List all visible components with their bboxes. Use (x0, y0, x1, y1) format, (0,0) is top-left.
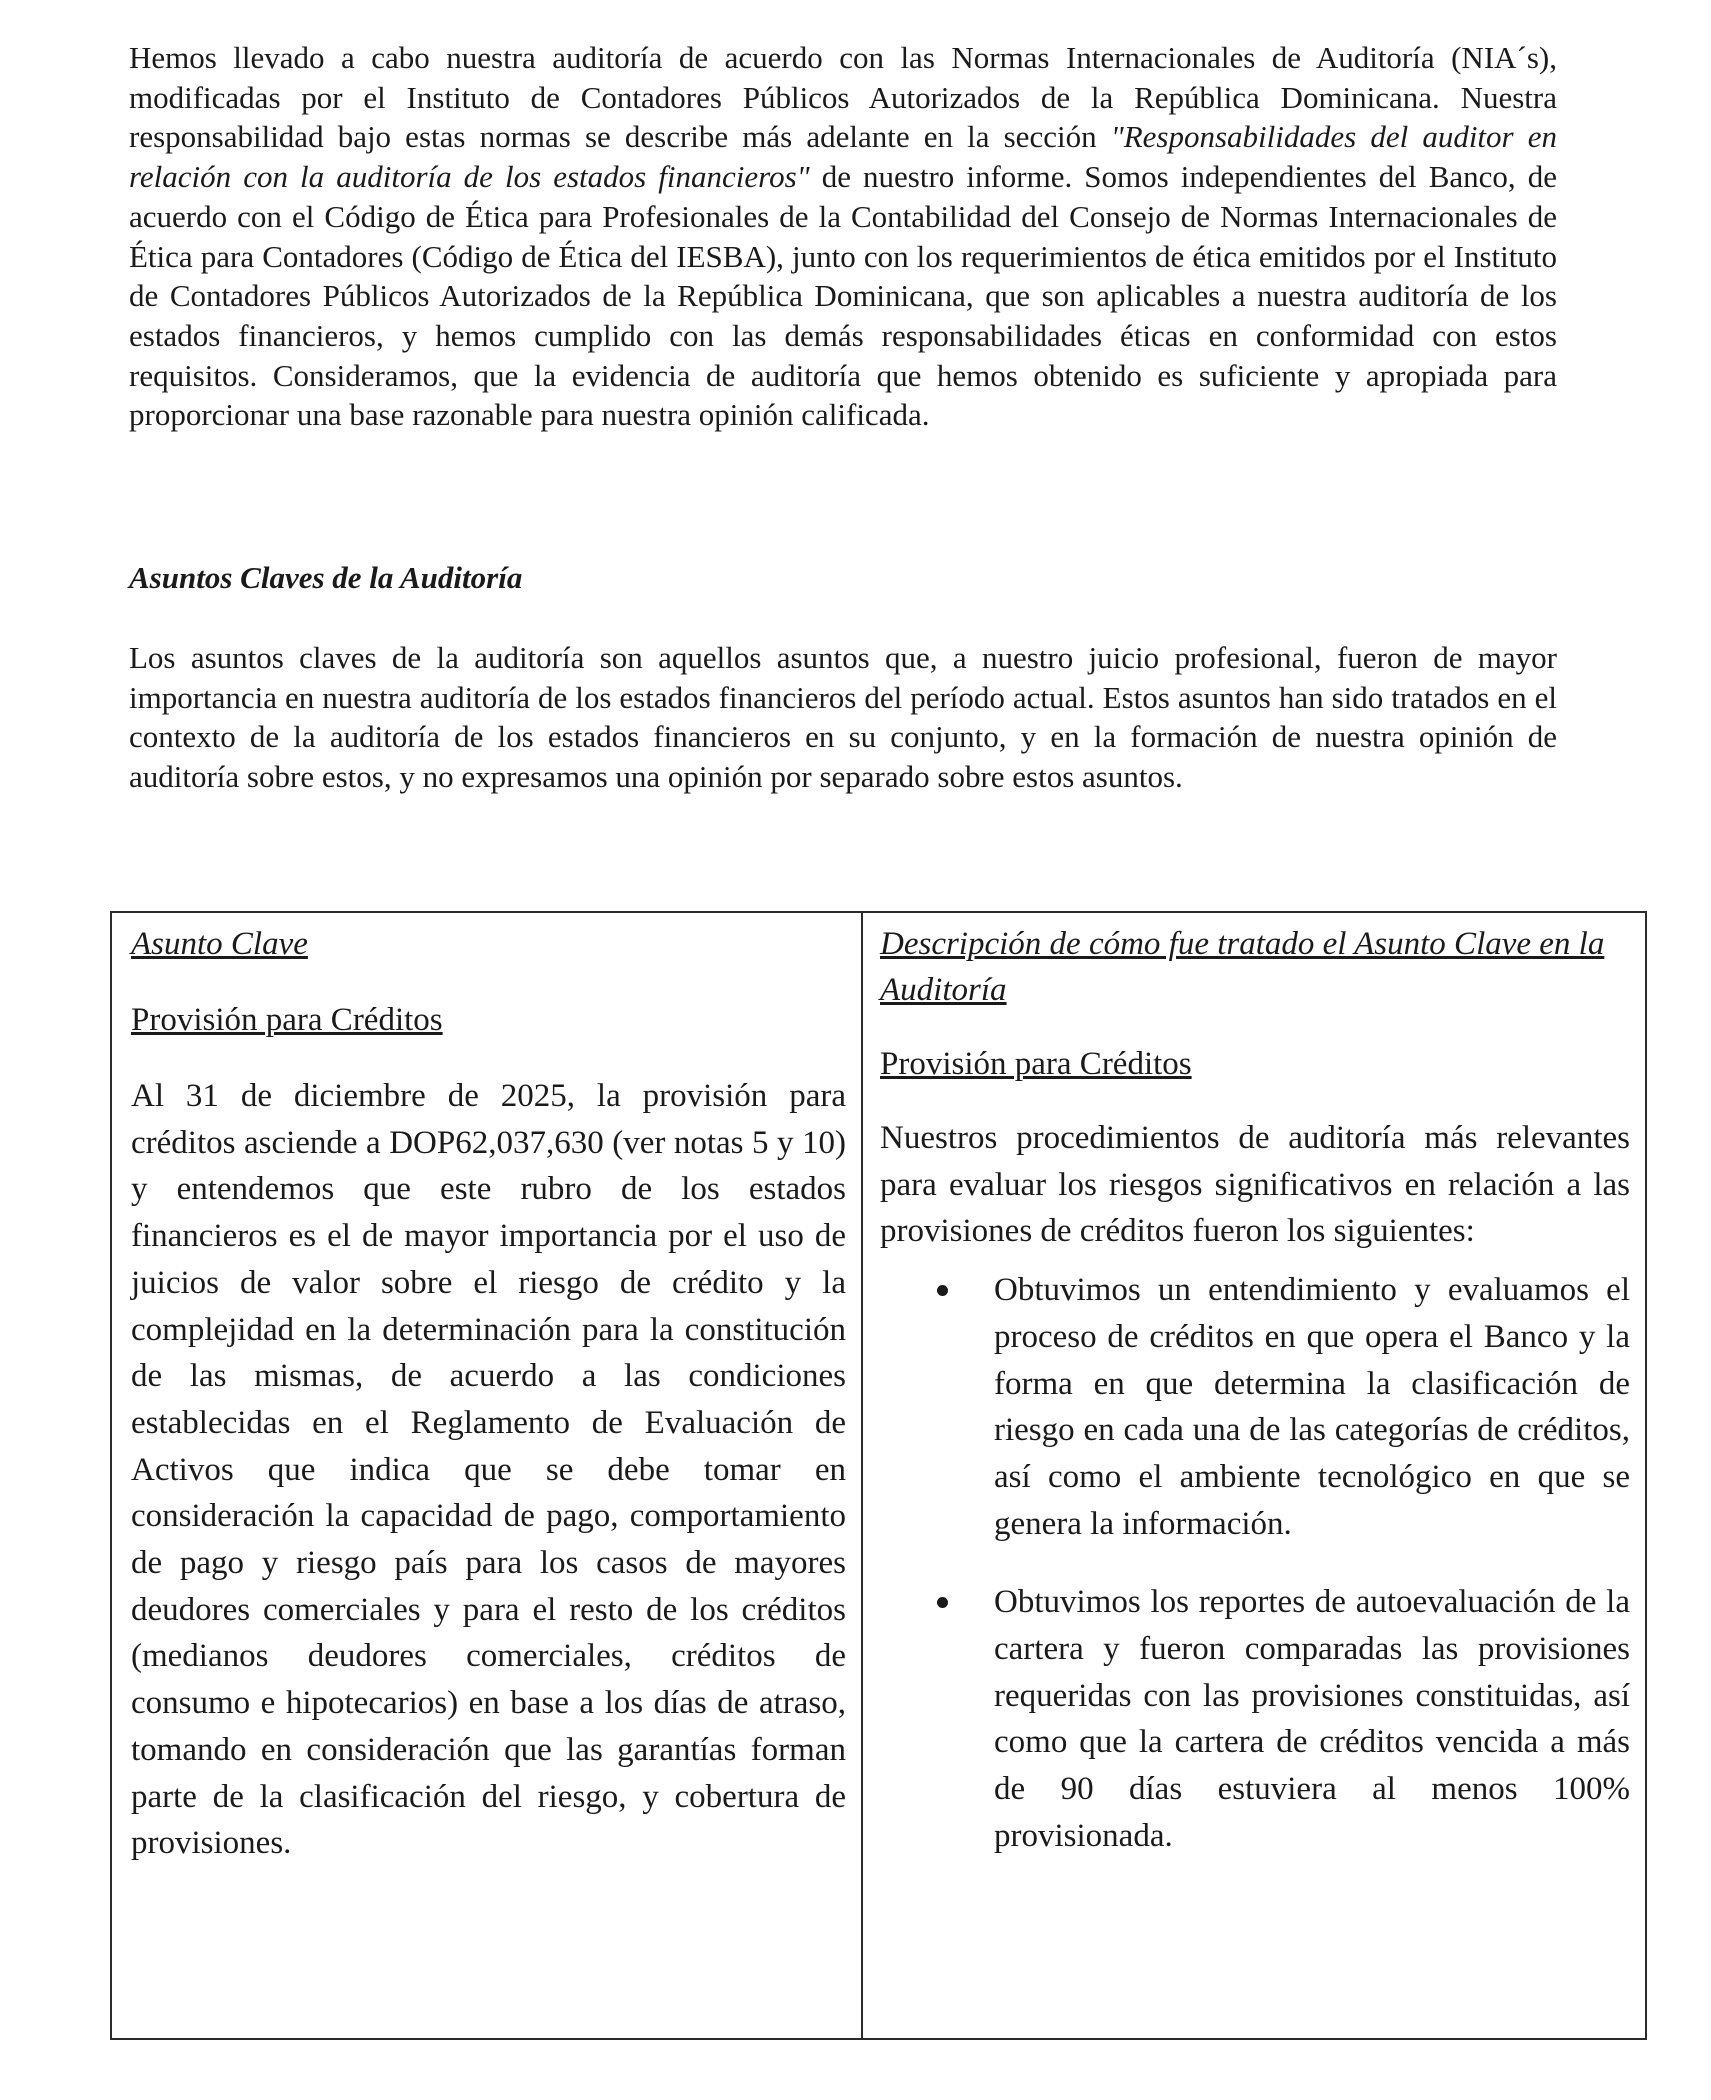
procedures-list (880, 1267, 1630, 1859)
bullet-icon (937, 1597, 948, 1608)
intro-paragraph (129, 38, 1557, 435)
audit-response-intro: Nuestros procedimientos de auditoría más relevantes para evaluar los riesgos significativos en relación a las provisiones de créditos fueron los siguientes: (880, 1120, 1630, 1250)
key-matter-description: Al 31 de diciembre de 2025, la provisión para créditos asciende a DOP62,037,630 (ver notas 5 y 10) y entendemos que este rubro de los estados financieros es el de mayor importancia por el uso de juicios de valor sobre el riesgo de crédito y la complejidad en la determinación para la constitución de las mismas, de acuerdo a las condiciones establecidas en el Reglamento de Evaluación de Activos que indica que se debe tomar en consideración la capacidad de pago, comportamiento de pago y riesgo país para los casos de mayores deudores comerciales y para el resto de los créditos (medianos deudores comerciales, créditos de consumo e hipotecarios) en base a los días de atraso, tomando en consideración que las garantías forman parte de la clasificación del riesgo, y cobertura de provisiones. (131, 1078, 846, 1862)
audit-response-column-title: Descripción de cómo fue tratado el Asunto Clave en la Auditoría (880, 926, 1605, 1008)
intro-italic-reference: "Responsabilidades del auditor en relación con la auditoría de los estados financieros" (129, 119, 1557, 195)
key-matters-heading: Asuntos Claves de la Auditoría (129, 560, 523, 595)
audit-response-subtitle: Provisión para Créditos (880, 1046, 1192, 1082)
list-item (880, 1267, 1630, 1547)
procedure-text: Obtuvimos un entendimiento y evaluamos el proceso de créditos en que opera el Banco y la forma en que determina la clasificación de riesgo en cada una de las categorías de créditos, así como el ambiente tecnológico en que se genera la información. (994, 1272, 1630, 1542)
key-matter-column-title: Asunto Clave (131, 926, 308, 962)
audit-response-cell (862, 912, 1646, 2039)
bullet-icon (937, 1285, 948, 1296)
list-item (880, 1579, 1630, 1859)
key-matter-cell (111, 912, 862, 2039)
key-audit-matters-table (110, 911, 1647, 2040)
key-matters-paragraph: Los asuntos claves de la auditoría son aquellos asuntos que, a nuestro juicio profesional, fueron de mayor importancia en nuestra auditoría de los estados financieros del período actual. Estos asuntos han sido tratados en el contexto de la auditoría de los estados financieros en su conjunto, y en la formación de nuestra opinión de auditoría sobre estos, y no expresamos una opinión por separado sobre estos asuntos. (129, 640, 1557, 795)
intro-text-part1: Hemos llevado a cabo nuestra auditoría de acuerdo con las Normas Internacionales de Auditoría (NIA´s), modificadas por el Instituto de Contadores Públicos Autorizados de la República Dominicana. Nuestra responsabilidad bajo estas normas se describe más adelante en la sección (129, 40, 1557, 155)
procedure-text: Obtuvimos los reportes de autoevaluación de la cartera y fueron comparadas las provisiones requeridas con las provisiones constituidas, así como que la cartera de créditos vencida a más de 90 días estuviera al menos 100% provisionada. (994, 1584, 1630, 1854)
intro-text-part2: de nuestro informe. Somos independientes del Banco, de acuerdo con el Código de Ética para Profesionales de la Contabilidad del Consejo de Normas Internacionales de Ética para Contadores (Código de Ética del IESBA), junto con los requerimientos de ética emitidos por el Instituto de Contadores Públicos Autorizados de la República Dominicana, que son aplicables a nuestra auditoría de los estados financieros, y hemos cumplido con las demás responsabilidades éticas en conformidad con estos requisitos. Consideramos, que la evidencia de auditoría que hemos obtenido es suficiente y apropiada para proporcionar una base razonable para nuestra opinión calificada. (129, 159, 1557, 433)
table-row (111, 912, 1646, 2039)
key-matter-subtitle: Provisión para Créditos (131, 1002, 443, 1038)
